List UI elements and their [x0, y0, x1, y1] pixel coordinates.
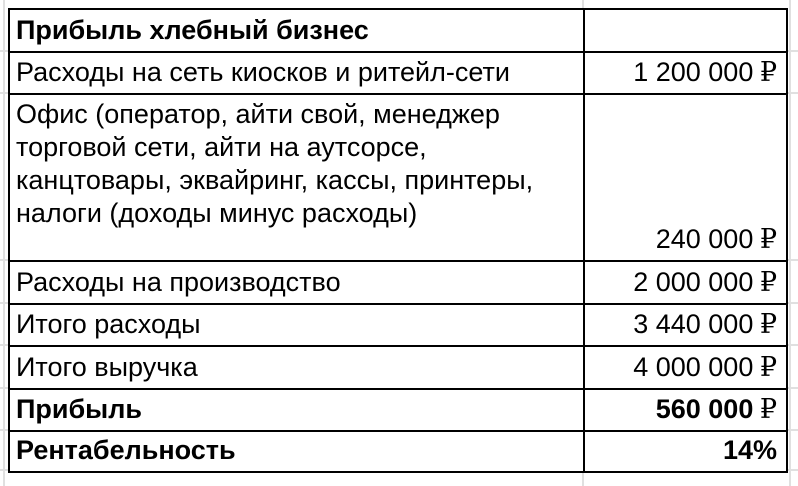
table-row-margin — [9, 431, 787, 472]
table-row — [9, 304, 787, 346]
ruble-sign: ₽ — [759, 224, 777, 255]
gridline-vertical-left — [3, 0, 5, 486]
row-amount: 1 200 000 — [633, 57, 754, 87]
row-value-cell — [584, 261, 787, 304]
row-value-cell — [584, 52, 787, 94]
table-row — [9, 94, 787, 261]
row-label: Офис (оператор, айти свой, менеджер торговой сети, айти на аутсорсе, канцтовары, эквайринг, кассы, принтеры, налоги (доходы минус расходы) — [9, 94, 584, 261]
row-label: Рентабельность — [9, 431, 584, 472]
row-amount: 4 000 000 — [633, 352, 754, 382]
row-value-cell — [584, 431, 787, 472]
table-row — [9, 52, 787, 94]
row-label: Итого выручка — [9, 346, 584, 389]
row-label: Расходы на сеть киосков и ритейл-сети — [9, 52, 584, 94]
ruble-sign: ₽ — [759, 267, 777, 298]
row-amount: 2 000 000 — [633, 267, 754, 297]
ruble-sign: ₽ — [759, 57, 777, 88]
table-header-row — [9, 9, 787, 52]
ruble-sign: ₽ — [759, 309, 777, 340]
row-value-cell — [584, 346, 787, 389]
table-title-value-cell — [584, 9, 787, 52]
row-value-cell — [584, 304, 787, 346]
row-amount: 240 000 — [655, 224, 754, 254]
profit-table — [8, 8, 788, 473]
row-label: Итого расходы — [9, 304, 584, 346]
row-value-cell — [584, 94, 787, 261]
row-label: Расходы на производство — [9, 261, 584, 304]
row-amount: 14% — [722, 435, 777, 465]
table-row — [9, 261, 787, 304]
row-amount: 560 000 — [655, 394, 754, 424]
row-label: Прибыль — [9, 389, 584, 431]
ruble-sign: ₽ — [759, 352, 777, 383]
table-row-profit — [9, 389, 787, 431]
ruble-sign: ₽ — [759, 394, 777, 425]
gridline-vertical-right — [789, 0, 791, 486]
row-value-cell — [584, 389, 787, 431]
table-row — [9, 346, 787, 389]
table-title: Прибыль хлебный бизнес — [9, 9, 584, 52]
row-amount: 3 440 000 — [633, 309, 754, 339]
